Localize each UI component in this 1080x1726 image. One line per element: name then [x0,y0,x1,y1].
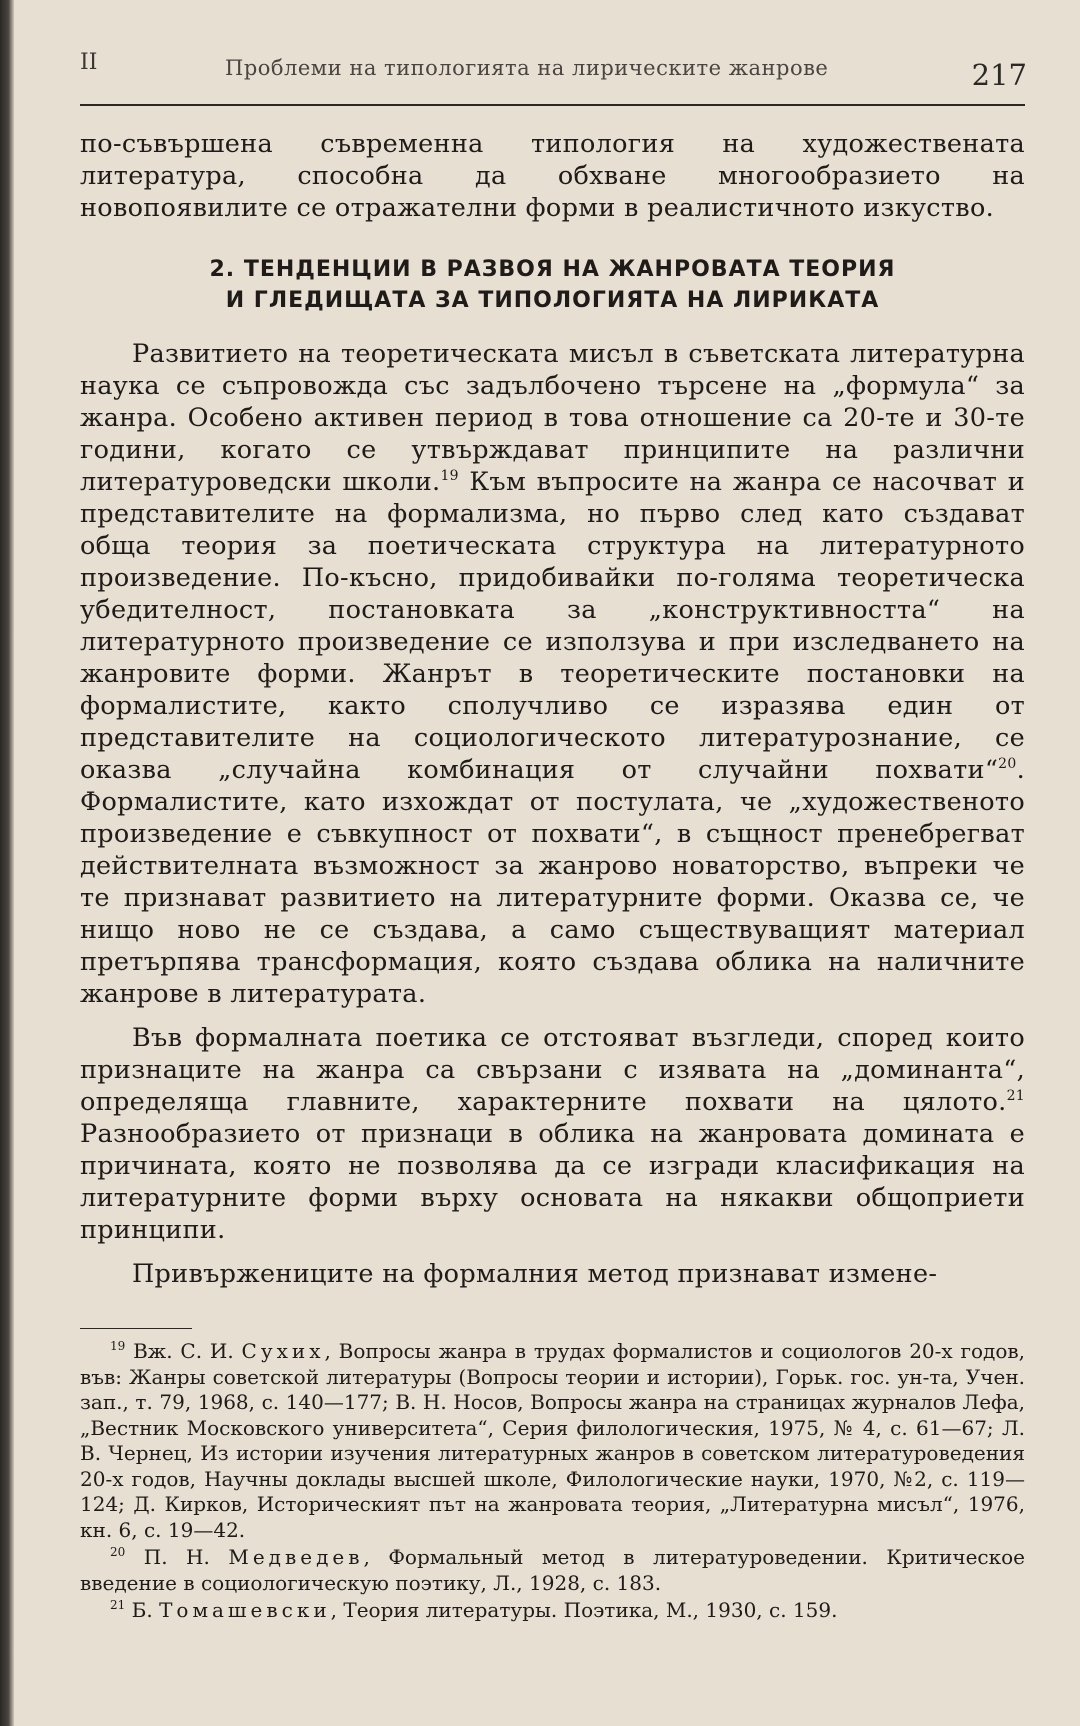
footnote-ref-21: 21 [1006,1088,1025,1104]
section-heading [80,254,1025,316]
footnote-20 [80,1545,1025,1596]
running-header [80,44,1025,106]
footnote-20-pre: П. Н. [143,1545,229,1569]
paragraph-1-part-a: Развитието на теоретическата мисъл в съветската литературна наука се съпровожда със задълбочено търсене на „формула“ за жанра. Особено активен период в това отношение са 20-те и 30-те години, когато се утвърждават принципите на различни литературоведски школи. [80,339,1025,497]
footnotes [80,1339,1025,1624]
running-title: Проблеми на типологията на лирическите жанрове [225,56,829,80]
paragraph-2-part-b: Разнообразието от признаци в облика на жанровата домината е причината, която не позволява да се изгради класификация на литературните форми върху основата на някакви общоприети принципи. [80,1119,1025,1245]
paragraph-2-part-a: Във формалната поетика се отстояват възгледи, според които признаците на жанра са свързани с изявата на „доминанта“, определяща главните, характерните похвати на цялото. [80,1023,1025,1117]
book-page [80,44,1025,1626]
footnote-21-pre: Б. [131,1598,160,1622]
chapter-number: II [80,50,98,75]
footnote-ref-19: 19 [440,468,459,484]
paragraph-2 [80,1022,1025,1246]
paragraph-3: Привържениците на формалния метод признават измене- [132,1259,938,1289]
footnote-divider [80,1328,192,1329]
footnote-20-author: Медведев [228,1545,364,1569]
footnote-21-author: Томашевски [159,1598,331,1622]
footnote-ref-20: 20 [998,756,1017,772]
footnote-21-text: , Теория литературы. Поэтика, М., 1930, с. 159. [330,1598,838,1622]
footnote-19 [80,1339,1025,1543]
footnote-19-number: 19 [110,1339,126,1353]
footnote-19-pre: Вж. С. И. [133,1339,242,1363]
footnote-20-number: 20 [110,1545,126,1559]
main-text [80,128,1025,1290]
book-spine-shadow [0,0,14,1726]
footnote-21-number: 21 [110,1598,126,1612]
page-number: 217 [971,58,1027,92]
footnote-19-text: , Вопросы жанра в трудах формалистов и социологов 20-х годов, във: Жанры советской литературы (Вопросы теории и истории), Горьк. гос. ун-та, Учен. зап., т. 79, 1968, с. 140—177; В. Н. Носов, Вопросы жанра на страницах журналов Лефа, „Вестник Московского университета“, Серия филологическия, 1975, № 4, с. 61—67; Л. В. Чернец, Из истории изучения литературных жанров в советском литературоведения 20-х годов, Научны доклады высшей школе, Филологические науки, 1970, №2, с. 119—124; Д. Кирков, Историческият път на жанровата теория, „Литературна мисъл“, 1976, кн. 6, с. 19—42. [80,1339,1025,1542]
footnote-19-author: Сухих [241,1339,325,1363]
paragraph-1 [80,338,1025,1010]
footnote-21 [80,1598,1025,1624]
paragraph-1-part-c: . Формалистите, като изхождат от постулата, че „художественото произведение е съвкупност от похвати“, в същност пренебрегват действителната възможност за жанрово новаторство, въпреки че те признават развитието на литературните форми. Оказва се, че нищо ново не се създава, а само съществуващият материал претърпява трансформация, която създава облика на наличните жанрове в литературата. [80,755,1025,1009]
section-heading-line-1: 2. ТЕНДЕНЦИИ В РАЗВОЯ НА ЖАНРОВАТА ТЕОРИЯ [209,257,896,282]
opening-paragraph: по-съвършена съвременна типология на художествената литература, способна да обхване многообразието на новопоявилите се отражателни форми в реалистичното изкуство. [80,129,1025,223]
section-heading-line-2: И ГЛЕДИЩАТА ЗА ТИПОЛОГИЯТА НА ЛИРИКАТА [225,288,880,313]
paragraph-1-part-b: Към въпросите на жанра се насочват и представителите на формализма, но първо след като създават обща теория за поетическата структура на литературното произведение. По-късно, придобивайки по-голяма теоретическа убедителност, постановката за „конструктивността“ на литературното произведение се използува и при изследването на жанровите форми. Жанрът в теоретическите постановки на формалистите, както сполучливо се изразява един от представителите на социологическото литературознание, се оказва „случайна комбинация от случайни похвати“ [80,467,1026,785]
footnote-20-text: , Формальный метод в литературоведении. Критическое введение в социологическую поэтику, Л., 1928, с. 183. [80,1545,1026,1595]
